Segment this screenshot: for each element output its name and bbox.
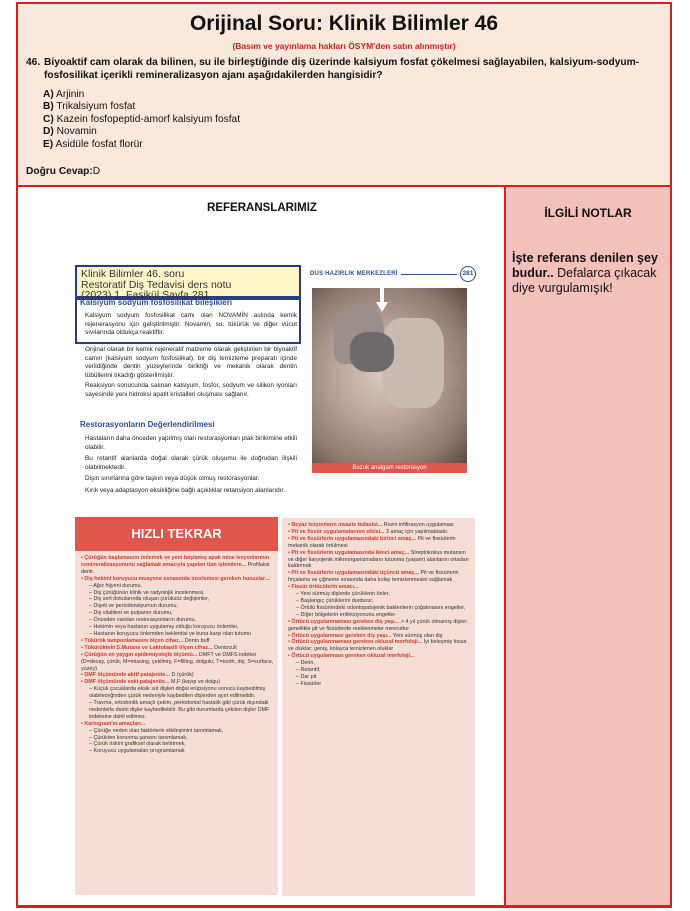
review-item-text: – Dişeti ve periodonsiyumun durumu, xyxy=(89,603,178,610)
review-item-text: – Hekimin veya hastanın uygulamış olduğu koruyucu önlemler, xyxy=(89,624,239,631)
paragraph: Kalsiyum sodyum fosfosilikat camı olan NOVAMİN aslında kemik rejenerasyonu için geliştirilmiştir. Novamin, su, tükürük ve diğer vücut sıvılarında oldukça reaktiftir. xyxy=(85,312,297,337)
review-item xyxy=(288,598,469,605)
review-item xyxy=(81,638,274,645)
notes-rest: Defalarca çıkacak diye vurgulamışık! xyxy=(512,266,657,295)
review-item-text: İyi birleşmiş fossa ve oluklar; geniş, kolayca temizlenen oluklar xyxy=(288,639,467,653)
question-number: 46. xyxy=(26,57,41,68)
review-item-key: • DMF ölçümünde aktif patajenite... xyxy=(81,672,171,679)
question-panel xyxy=(18,4,670,187)
amalgam-photo xyxy=(312,288,467,463)
review-item-text: – Örtülü fissürlerdeki odontopatojenik bakterilerin çoğalmasını engeller, xyxy=(296,604,466,611)
review-item-text: Rezin infiltrasyon uygulaması xyxy=(382,522,454,528)
option-e: E) Asidüle fosfat florür xyxy=(43,138,143,150)
review-item-text: D (çürük) xyxy=(170,672,194,679)
review-item-text: – Derin, xyxy=(296,660,315,667)
option-d: D) Novamin xyxy=(43,126,97,138)
review-item xyxy=(288,529,469,536)
review-item xyxy=(288,605,469,612)
review-item-text: – Küçük çocuklarda eksik süt dişleri doğal erüpsiyonu sonucu kaybedilmiş olabileceğinden çürük nedeniyle kaybedilen dişlerden ayırt edilmelidir. xyxy=(89,686,266,700)
review-item xyxy=(288,536,469,550)
review-item xyxy=(288,674,469,681)
review-item xyxy=(81,555,274,576)
review-item-key: • Pit ve fissür uygulamalarının etkisi... xyxy=(288,528,385,535)
review-item-text: – Koruyucu uygulamaları programlamak xyxy=(89,748,185,755)
review-item-text: Pit ve fissürlerin mekanik olarak örtülmesi xyxy=(288,535,456,549)
references-title: REFERANSLARIMIZ xyxy=(207,202,317,214)
paragraph: Bu retantif alanlarda doğal olarak çürük oluşumu ile doğrudan ilişkili olabilmektedir. xyxy=(85,455,297,471)
review-item xyxy=(288,619,469,633)
review-item-text: – Çürük riskini grafiksel olarak belirtmek, xyxy=(89,741,186,748)
review-item-key: • Tükürük tamponlamasını ölçen cihaz... xyxy=(81,637,184,644)
review-item xyxy=(288,591,469,598)
review-item xyxy=(81,603,274,610)
notes-title: İLGİLİ NOTLAR xyxy=(544,206,632,220)
review-item xyxy=(81,748,274,755)
answer-value: D xyxy=(92,166,101,177)
review-item-text: Yeni sürmüş olan diş xyxy=(391,632,443,639)
page-frame xyxy=(16,2,672,908)
review-item-text: – Başlangıç çürüklerini durdurur, xyxy=(296,597,374,604)
option-a: A) Arjinin xyxy=(43,89,85,100)
review-item-key: • Beyaz lezyonların invaziv tedavisi... xyxy=(288,522,383,528)
review-item-key: • Örtücü uygulanmaması gereken diş yaşı... xyxy=(288,618,400,625)
review-item xyxy=(288,570,469,584)
review-item xyxy=(81,672,274,679)
option-c: C) Kazein fosfopeptid-amorf kalsiyum fosfat xyxy=(43,113,241,125)
review-item-text: Pit ve fissürlerin fırçalama ve çiğneme sırasında daha kolay temizlenmesini sağlamak xyxy=(288,570,459,584)
references-panel xyxy=(18,187,506,905)
notes-bold: İşte referans denilen şey budur.. xyxy=(512,251,658,280)
photo-caption: Bozuk analgam restorasyon xyxy=(312,463,467,473)
review-item-key: • Kariogram'ın amaçları... xyxy=(81,720,146,727)
review-item xyxy=(288,681,469,688)
review-item xyxy=(81,645,274,652)
review-item-text: – Hastanın koruyucu önlemden beklentisi ve buna karşı olan tutumu xyxy=(89,630,252,637)
review-item xyxy=(81,624,274,631)
notes-text xyxy=(512,251,662,296)
review-item-key: • Örtücü uygulanması gereken diş yaşı... xyxy=(288,632,392,639)
review-item-key: • Pit ve fissürlerin uygulamasında ikinci amaç... xyxy=(288,549,410,556)
review-item-text: – Retantif, xyxy=(296,667,321,674)
header-rule xyxy=(401,274,457,275)
review-item xyxy=(81,679,274,686)
review-item xyxy=(288,550,469,571)
section-title: Restorasyonların Değerlendirilmesi xyxy=(80,420,215,429)
review-item-text: – Çürüğe neden olan faktörlerin etkileşimini tanımlamak, xyxy=(89,727,224,734)
review-item xyxy=(288,612,469,619)
review-item-text: Profilaksi denir. xyxy=(81,561,270,575)
review-item-text: – Ağız hijyeni durumu, xyxy=(89,582,143,589)
quick-review-left xyxy=(81,555,274,755)
review-item-text: DMFT ve DMFS indeksi (D=decay, çürük; M=missing, çekilmiş; F=filling, dolgulu; T=tooth, diş; S=surface, yüzey) xyxy=(81,651,274,672)
option-b: B) Trikalsiyum fosfat xyxy=(43,101,136,113)
review-item xyxy=(81,700,274,721)
review-item-text: – Önceden varolan restorasyonların durumu, xyxy=(89,617,196,624)
paragraph: Orijinal olarak bir kemik rejeneratif malzeme olarak geliştirilen bir biyoaktif camın (kalsiyum sodyum fosfosilikat), bir diş temizleme preparatı içinde verildiğinde dentin yüzeylerinde biriktiği ve mekanik olarak dentin tübüllerini tıkadığı gösterilmiştir. xyxy=(85,346,297,379)
review-item-text: – Diş çürüğünün klinik ve radyolojik incelenmesi, xyxy=(89,589,205,596)
review-item-text: – Çürükten korunma şansını tanımlamak, xyxy=(89,734,188,741)
review-item-text: Dentocult xyxy=(212,644,237,651)
amalgam-restoration xyxy=(350,332,394,372)
review-item xyxy=(81,590,274,597)
book-header-text: DUS HAZIRLIK MERKEZLERİ xyxy=(310,270,398,277)
review-item-key: • Örtücü uygulanmaması gereken okluzal morfoloji... xyxy=(288,639,423,646)
review-item xyxy=(288,667,469,674)
paragraph: Dişin sınırlarına göre taşkın veya düşük olmuş restorasyonlar. xyxy=(85,475,260,482)
book-page-header xyxy=(310,268,476,280)
review-item-key: • Tükürükteki S.Mutans ve Laktobasili ölçen cihaz... xyxy=(81,644,213,651)
review-item-text: – Diş vitalitesi ve pulpanın durumu, xyxy=(89,610,173,617)
review-item-text: – Fissürler xyxy=(296,680,322,687)
copyright-note: (Basım ve yayınlama hakları ÖSYM'den satın alınmıştır) xyxy=(232,41,456,51)
review-item-text: 3 amaç için yapılmaktadır. xyxy=(384,528,449,535)
question-stem: Biyoaktif cam olarak da bilinen, su ile birleştiğinde diş üzerinde kalsiyum fosfat çökelmesi sağlayabilen, kalsiyum-sodyum-fosfosilikat içerikli remineralizasyon ajanı aşağıdakilerden hangisidir? xyxy=(44,57,640,81)
reference-callout: Klinik Bilimler 46. soru Restoratif Diş Tedavisi ders notu (2023) 1. Fasikül Sayfa 281 xyxy=(75,265,301,298)
paragraph: Hastaların daha önceden yapılmış olan restorasyonları plak birikimine etkili olabilir. xyxy=(85,435,297,451)
quick-review-title: HIZLI TEKRAR xyxy=(75,517,278,551)
quick-review-box xyxy=(75,517,278,895)
review-item-text: Dento buff xyxy=(183,637,210,644)
review-item-key: • Çürüğün başlamasını önlemek ve yeni başlamış apak mine lezyonlarının remineralizasyonunu sağlamak amacıyla yapılan tüm işlemlere... xyxy=(81,555,270,568)
review-item xyxy=(81,741,274,748)
answer-label: Doğru Cevap: xyxy=(26,166,93,177)
quick-review-right xyxy=(282,518,475,896)
review-item xyxy=(81,652,274,673)
review-item-key: • DMF ölçümünde eski patajenite... xyxy=(81,679,170,686)
question-text xyxy=(26,56,656,82)
page-title: Orijinal Soru: Klinik Bilimler 46 xyxy=(189,12,499,35)
answer-options xyxy=(43,89,240,151)
review-item xyxy=(81,721,274,728)
review-item-text: – Diş sert dokularında oluşan çürüksüz değişimler, xyxy=(89,596,210,603)
review-item-key: • Pit ve fissürlerin uygulamasındaki birinci amaç... xyxy=(288,535,417,542)
review-item xyxy=(81,735,274,742)
review-item xyxy=(81,728,274,735)
arrow-down-icon xyxy=(376,286,388,312)
review-item xyxy=(81,617,274,624)
review-item-text: > 4 yıl çürük olmamış dişler; genellikle pit ve fissürlerde reeklenmeler mevcuttur xyxy=(288,618,468,632)
review-item-key: • Çürüğün en yaygın epidemiyolojik ölçümü... xyxy=(81,651,198,658)
review-item-text: M,F (kayıp ve dolgu) xyxy=(169,679,221,686)
review-item-text: – Travma, ortodontik amaçlı çekim, periodontal hastalık gibi çürük dışındaki nedenlerle daimi dişler kaybedilebilir. Bu gibi durumlarda çekilen dişler DMF indeksine dahil edilmez. xyxy=(89,700,270,720)
review-item xyxy=(81,686,274,700)
review-item-text: – Diğer bölgelerin enfeksiyonunu engeller xyxy=(296,611,396,618)
review-item xyxy=(288,639,469,653)
section-title: Kalsiyum sodyum fosfosilikat bileşikleri xyxy=(80,298,233,307)
review-item xyxy=(288,660,469,667)
review-item xyxy=(81,631,274,638)
review-item-text: – Yeni sürmüş dişlerde çürüklerin önler, xyxy=(296,591,390,598)
review-item xyxy=(81,583,274,590)
paragraph: Reaksiyon sonucunda salınan kalsiyum, fosfor, sodyum ve silikon iyonları sayesinde yeni hidroksi apatit kristalleri oluşması sağlanır. xyxy=(85,382,297,398)
book-page xyxy=(70,262,478,897)
review-item-text: Streptokokus mutansın ve diğer karyojenik mikroorganizmaların tutunma (yaşam) alanlarını ortadan kaldırmak xyxy=(288,549,469,570)
review-item xyxy=(288,653,469,660)
review-item xyxy=(288,584,469,591)
paragraph: Kırık veya adaptasyon eksikliğine bağlı açıklıklar retansiyon alanlarıdır. xyxy=(85,487,285,494)
review-item xyxy=(81,596,274,603)
notes-panel xyxy=(506,187,670,905)
review-item-key: • Fissür örtücülerin amacı... xyxy=(288,584,359,591)
review-item xyxy=(288,522,469,529)
correct-answer xyxy=(26,166,100,177)
review-item-key: • Örtücü uygulanması gereken okluzal morfoloji... xyxy=(288,653,415,660)
review-item xyxy=(81,576,274,583)
page-number: 281 xyxy=(460,266,476,282)
review-item-key: • Diş hekimi koruyucu muayene esnasında incelemesi gereken hususlar... xyxy=(81,575,270,582)
review-item-text: – Dar pit xyxy=(296,673,317,680)
review-item-key: • Pit ve fissürlerin uygulamasındaki üçüncü amaç... xyxy=(288,570,420,577)
